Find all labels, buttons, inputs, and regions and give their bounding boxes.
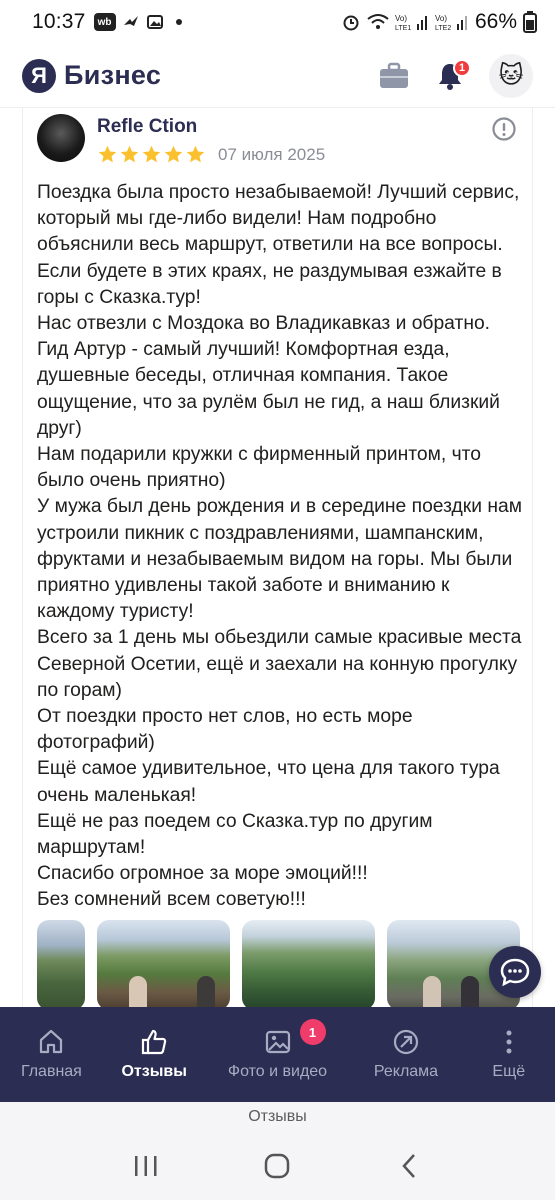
review-text: [37, 180, 528, 914]
status-bar: [0, 0, 555, 44]
nav-item-more[interactable]: [463, 1007, 555, 1102]
author-avatar[interactable]: [37, 114, 85, 162]
review-paragraph: Спасибо огромное за море эмоций!!!: [37, 863, 368, 885]
wb-app-icon: wb: [94, 13, 116, 31]
photos-badge: 1: [300, 1019, 326, 1045]
battery-icon: [523, 11, 537, 33]
wifi-icon: [367, 13, 389, 31]
nav-label: Отзывы: [121, 1063, 187, 1080]
rating-stars: [97, 144, 206, 165]
review-paragraph: Всего за 1 день мы обьездили самые красивые места Северной Осетии, ещё и заехали на конную прогулку по горам): [37, 627, 527, 701]
chat-button[interactable]: [489, 946, 541, 998]
nav-item-photos[interactable]: [206, 1007, 350, 1102]
review-photo[interactable]: [242, 920, 375, 1008]
recent-apps-icon: [133, 1154, 159, 1178]
alarm-icon: [341, 12, 361, 32]
recent-apps-button[interactable]: [126, 1150, 166, 1182]
home-system-button[interactable]: [257, 1150, 297, 1182]
review-header: [37, 114, 517, 174]
review-card: [22, 108, 533, 1008]
battery-percent: 66%: [474, 10, 517, 33]
author-block: [97, 114, 325, 174]
notifications-badge: 1: [453, 59, 471, 77]
author-name[interactable]: Refle Ction: [97, 116, 198, 137]
review-photos: [37, 920, 533, 1008]
review-paragraph: Без сомнений всем советую!!!: [37, 889, 306, 911]
svg-text:LTE1: LTE1: [394, 25, 412, 32]
bird-icon: [122, 13, 140, 31]
notifications-button[interactable]: [433, 59, 467, 93]
review-paragraph: Ещё не раз поедем со Сказка.тур по другим маршрутам!: [37, 810, 438, 859]
ads-icon: [391, 1027, 421, 1057]
logo-text: Бизнес: [64, 60, 162, 90]
nav-label: Ещё: [492, 1063, 526, 1080]
logo-mark: Я: [22, 59, 56, 93]
status-notification-icons: [94, 13, 182, 31]
review-paragraph: Поездка была просто незабываемой! Лучший сервис, который мы где-либо видели! Нам подробно объяснили весь маршрут, ответили на все вопросы. Если будете в этих краях, не раздумывая езжайте в горы с Сказка.тур!: [37, 182, 525, 308]
more-icon: [494, 1027, 524, 1057]
signal-sim2-icon: [435, 12, 469, 32]
back-button[interactable]: [389, 1150, 429, 1182]
cat-avatar-icon: 🐱: [498, 62, 524, 89]
chat-icon: [499, 957, 531, 987]
star-icon: [97, 144, 118, 165]
nav-item-reviews[interactable]: [103, 1007, 206, 1102]
status-system-icons: [341, 10, 537, 34]
back-chevron-icon: [399, 1153, 419, 1179]
review-paragraph: Ещё самое удивительное, что цена для такого тура очень маленькая!: [37, 758, 506, 806]
person-silhouette: [423, 976, 441, 1008]
briefcase-icon: [378, 62, 410, 90]
nav-label: Фото и видео: [227, 1063, 328, 1080]
star-icon: [185, 144, 206, 165]
review-photo[interactable]: [37, 920, 85, 1008]
home-icon: [36, 1027, 66, 1057]
yandex-business-logo[interactable]: [22, 59, 161, 93]
app-header: [0, 44, 555, 108]
review-photo[interactable]: [97, 920, 230, 1008]
svg-text:Vo): Vo): [394, 14, 407, 23]
review-paragraph: У мужа был день рождения и в середине поездки нам устроили пикник с поздравлениями, шампанским, фруктами и незабываемым видом на горы. Мы были приятно удивлены такой заботе и вниманию к каждому туристу!: [37, 496, 528, 623]
person-silhouette: [129, 976, 147, 1008]
person-silhouette: [197, 976, 215, 1008]
system-nav-bar: [0, 1146, 555, 1186]
nav-item-ads[interactable]: [349, 1007, 462, 1102]
person-silhouette: [461, 976, 479, 1008]
briefcase-button[interactable]: [377, 59, 411, 93]
profile-avatar[interactable]: [489, 54, 533, 98]
signal-sim1-icon: [395, 12, 429, 32]
star-icon: [141, 144, 162, 165]
more-notifications-dot: [176, 19, 182, 25]
rating-row: [97, 144, 325, 165]
star-icon: [119, 144, 140, 165]
star-icon: [163, 144, 184, 165]
gallery-icon: [146, 13, 164, 31]
home-circle-icon: [264, 1153, 290, 1179]
svg-text:LTE2: LTE2: [434, 25, 452, 32]
review-paragraph: Нам подарили кружки с фирменный принтом, что было очень приятно): [37, 444, 487, 492]
review-paragraph: От поездки просто нет слов, но есть море фотографий): [37, 706, 418, 754]
report-icon[interactable]: [491, 116, 517, 142]
bottom-nav: [0, 1007, 555, 1102]
image-icon: [263, 1027, 293, 1057]
header-actions: [377, 54, 533, 98]
window-caption: Отзывы: [248, 1108, 307, 1125]
nav-item-home[interactable]: [0, 1007, 103, 1102]
system-area: [0, 1102, 555, 1200]
review-date: 07 июля 2025: [218, 144, 326, 164]
svg-text:Vo): Vo): [434, 14, 447, 23]
thumbs-up-icon: [139, 1027, 169, 1057]
nav-label: Реклама: [373, 1063, 439, 1080]
review-paragraph: Нас отвезли с Моздока во Владикавказ и обратно. Гид Артур - самый лучший! Комфортная езда, душевные беседы, отличная компания. Такое ощущение, что за рулём был не гид, а наш близкий друг): [37, 313, 506, 439]
status-time: 10:37: [32, 10, 86, 33]
nav-label: Главная: [20, 1063, 82, 1080]
